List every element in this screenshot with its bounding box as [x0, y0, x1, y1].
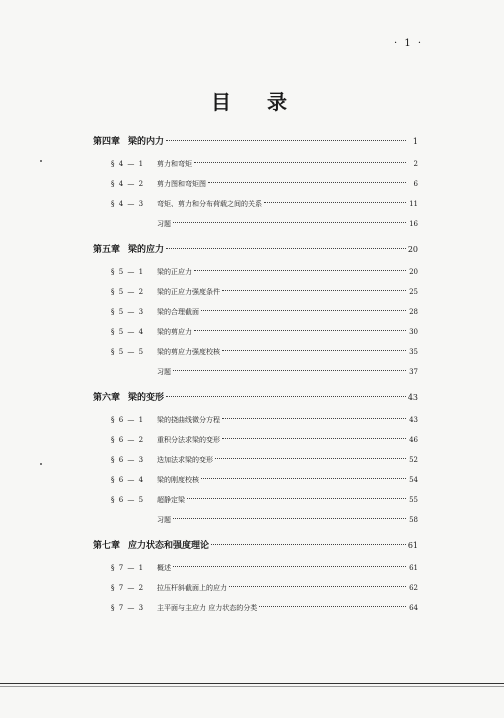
section-number: § 7 — 1 — [111, 564, 145, 572]
page-ref: 20 — [409, 268, 418, 276]
toc-entry[interactable] — [93, 174, 418, 194]
section-number: § 4 — 2 — [111, 180, 145, 188]
section-title: 习题 — [157, 516, 171, 524]
section-number: § 7 — 2 — [111, 584, 145, 592]
page-ref: 28 — [409, 308, 418, 316]
chapter-heading[interactable] — [93, 242, 418, 256]
page-number: · 1 · — [394, 38, 424, 49]
page-ref: 1 — [412, 137, 418, 146]
toc-entry[interactable] — [93, 430, 418, 450]
section-number: § 5 — 3 — [111, 308, 145, 316]
toc-entry[interactable] — [93, 450, 418, 470]
scan-speck — [40, 160, 42, 162]
toc-entry[interactable] — [93, 410, 418, 430]
page-ref: 30 — [409, 328, 418, 336]
chapter-number: 第七章 — [93, 541, 121, 551]
toc-entry[interactable] — [93, 154, 418, 174]
page-ref: 20 — [407, 245, 418, 254]
page-ref: 64 — [409, 604, 418, 612]
page-ref: 58 — [409, 516, 418, 524]
section-title: 拉压杆斜截面上的应力 — [157, 584, 227, 592]
page-ref: 2 — [413, 160, 418, 168]
chapter-number: 第五章 — [93, 245, 121, 255]
toc-entry[interactable] — [93, 302, 418, 322]
chapter-heading[interactable] — [93, 390, 418, 404]
chapter-title: 梁的内力 — [128, 137, 165, 147]
section-title: 梁的刚度校核 — [157, 476, 199, 484]
chapter-number: 第四章 — [93, 137, 121, 147]
section-number: § 4 — 3 — [111, 200, 145, 208]
section-number: § 6 — 1 — [111, 416, 145, 424]
page-ref: 61 — [409, 564, 418, 572]
section-title: 梁的合理截面 — [157, 308, 199, 316]
section-title: 习题 — [157, 220, 171, 228]
section-number: § 6 — 3 — [111, 456, 145, 464]
section-number: § 5 — 4 — [111, 328, 145, 336]
dot-leader — [222, 418, 406, 419]
page-ref: 61 — [407, 541, 418, 550]
chapter-heading[interactable] — [93, 538, 418, 552]
page-ref: 11 — [409, 200, 418, 208]
dot-leader — [194, 270, 406, 271]
page-ref: 25 — [409, 288, 418, 296]
page-ref: 35 — [409, 348, 418, 356]
page-ref: 52 — [409, 456, 418, 464]
section-title: 重积分法求梁的变形 — [157, 436, 220, 444]
table-of-contents — [93, 126, 418, 618]
toc-entry[interactable] — [93, 342, 418, 362]
toc-entry[interactable] — [93, 510, 418, 530]
toc-entry[interactable] — [93, 194, 418, 214]
section-number: § 5 — 1 — [111, 268, 145, 276]
toc-entry[interactable] — [93, 322, 418, 342]
toc-entry[interactable] — [93, 598, 418, 618]
page-ref: 6 — [413, 180, 418, 188]
dot-leader — [222, 290, 406, 291]
section-title: 剪力图和弯矩图 — [157, 180, 206, 188]
page-ref: 55 — [409, 496, 418, 504]
section-title: 梁的正应力 — [157, 268, 192, 276]
toc-entry[interactable] — [93, 558, 418, 578]
dot-leader — [222, 438, 406, 439]
page-title: 目录 — [211, 90, 323, 114]
dot-leader — [166, 140, 406, 141]
section-number: § 5 — 5 — [111, 348, 145, 356]
chapter-title: 梁的变形 — [128, 393, 165, 403]
section-title: 迭加法求梁的变形 — [157, 456, 213, 464]
toc-entry[interactable] — [93, 578, 418, 598]
dot-leader — [215, 458, 406, 459]
section-number: § 6 — 5 — [111, 496, 145, 504]
dot-leader — [187, 498, 406, 499]
page-ref: 37 — [409, 368, 418, 376]
section-number: § 6 — 4 — [111, 476, 145, 484]
section-number: § 4 — 1 — [111, 160, 145, 168]
dot-leader — [173, 222, 406, 223]
dot-leader — [222, 350, 406, 351]
section-title: 梁的挠曲线微分方程 — [157, 416, 220, 424]
dot-leader — [173, 518, 406, 519]
scan-speck — [40, 463, 42, 465]
dot-leader — [201, 310, 406, 311]
section-title: 梁的剪应力强度校核 — [157, 348, 220, 356]
toc-entry[interactable] — [93, 470, 418, 490]
page-ref: 43 — [407, 393, 418, 402]
chapter-heading[interactable] — [93, 134, 418, 148]
chapter-title: 应力状态和强度理论 — [128, 541, 210, 551]
section-number: § 6 — 2 — [111, 436, 145, 444]
dot-leader — [208, 182, 406, 183]
section-number: § 5 — 2 — [111, 288, 145, 296]
page-ref: 46 — [409, 436, 418, 444]
dot-leader — [201, 478, 406, 479]
dot-leader — [229, 586, 406, 587]
section-title: 梁的剪应力 — [157, 328, 192, 336]
section-title: 梁的正应力强度条件 — [157, 288, 220, 296]
bottom-rule — [0, 686, 504, 687]
section-title: 弯矩、剪力和分布荷载之间的关系 — [157, 200, 262, 208]
dot-leader — [173, 370, 406, 371]
section-title: 习题 — [157, 368, 171, 376]
dot-leader — [211, 544, 406, 545]
section-title: 剪力和弯矩 — [157, 160, 192, 168]
toc-entry[interactable] — [93, 490, 418, 510]
dot-leader — [166, 248, 406, 249]
page-ref: 16 — [409, 220, 418, 228]
toc-entry[interactable] — [93, 362, 418, 382]
section-title: 主平面与主应力 应力状态的分类 — [157, 604, 258, 612]
toc-entry[interactable] — [93, 262, 418, 282]
toc-entry[interactable] — [93, 282, 418, 302]
bottom-rule — [0, 683, 504, 684]
dot-leader — [259, 606, 406, 607]
dot-leader — [173, 566, 406, 567]
dot-leader — [194, 162, 406, 163]
toc-entry[interactable] — [93, 214, 418, 234]
section-title: 超静定梁 — [157, 496, 185, 504]
dot-leader — [166, 396, 406, 397]
page-ref: 62 — [409, 584, 418, 592]
section-number: § 7 — 3 — [111, 604, 145, 612]
dot-leader — [194, 330, 406, 331]
page-ref: 43 — [409, 416, 418, 424]
chapter-title: 梁的应力 — [128, 245, 165, 255]
chapter-number: 第六章 — [93, 393, 121, 403]
dot-leader — [264, 202, 406, 203]
section-title: 概述 — [157, 564, 171, 572]
page-ref: 54 — [409, 476, 418, 484]
